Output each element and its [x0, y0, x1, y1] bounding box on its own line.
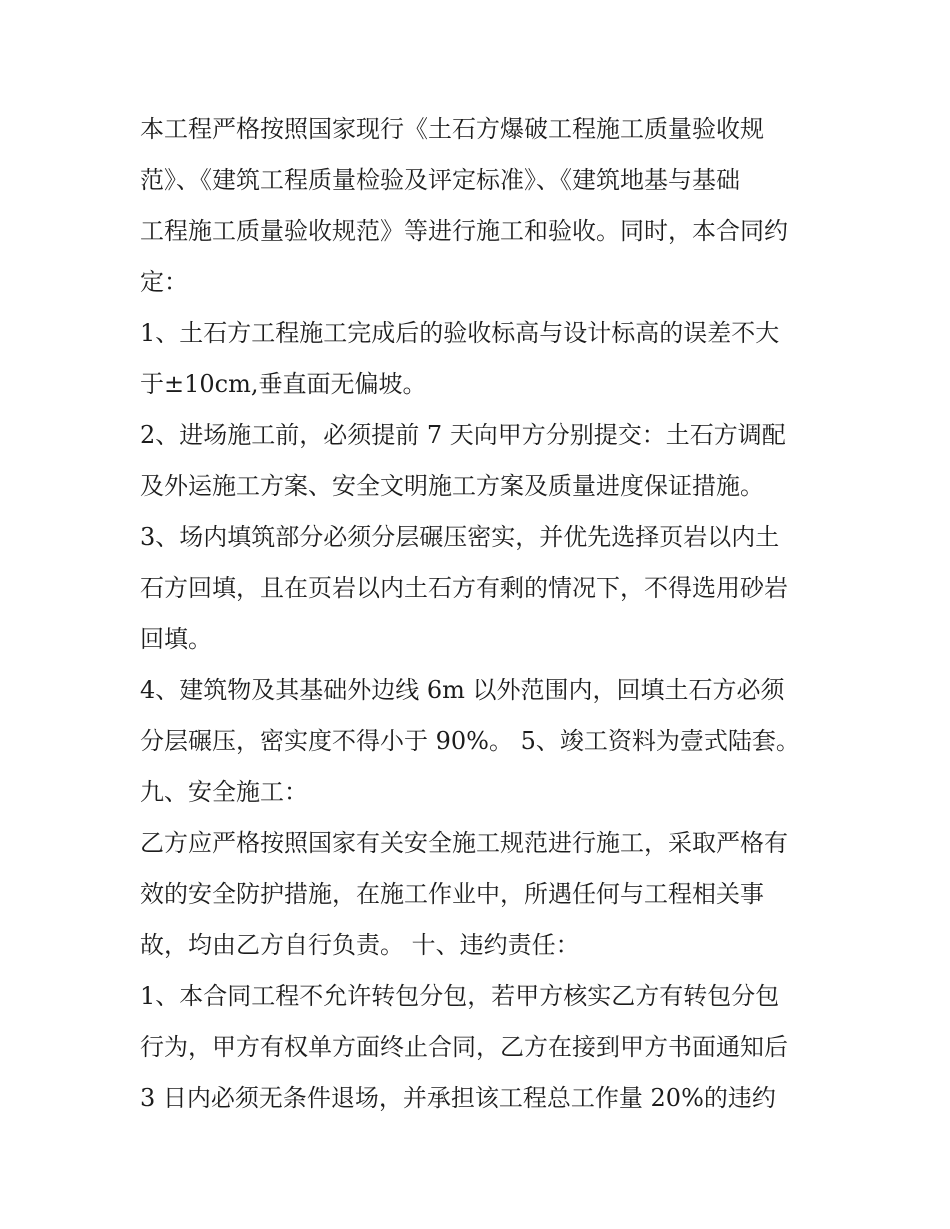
text-line: 范》、《建筑工程质量检验及评定标准》、《建筑地基与基础	[140, 166, 740, 194]
text-line: 行为，甲方有权单方面终止合同，乙方在接到甲方书面通知后	[140, 1033, 788, 1061]
text-line: 回填。	[140, 625, 212, 653]
section-heading: 九、安全施工：	[140, 778, 308, 806]
text-line: 3 日内必须无条件退场，并承担该工程总工作量 20%的违约	[140, 1084, 776, 1112]
text-line: 分层碾压，密实度不得小于 90%。 5、竣工资料为壹式陆套。	[140, 727, 800, 755]
text-line: 1、本合同工程不允许转包分包，若甲方核实乙方有转包分包	[140, 982, 780, 1010]
text-line: 于±10cm,垂直面无偏坡。	[140, 370, 427, 398]
text-line: 2、进场施工前，必须提前 7 天向甲方分别提交：土石方调配	[140, 421, 786, 449]
text-line: 3、场内填筑部分必须分层碾压密实，并优先选择页岩以内土	[140, 523, 780, 551]
text-line: 及外运施工方案、安全文明施工方案及质量进度保证措施。	[140, 472, 764, 500]
text-line: 本工程严格按照国家现行《土石方爆破工程施工质量验收规	[140, 115, 764, 143]
text-line: 1、土石方工程施工完成后的验收标高与设计标高的误差不大	[140, 319, 780, 347]
text-line: 定：	[140, 268, 188, 296]
text-line: 工程施工质量验收规范》等进行施工和验收。同时，本合同约	[140, 217, 788, 245]
document-body	[140, 104, 820, 1124]
text-line: 效的安全防护措施，在施工作业中，所遇任何与工程相关事	[140, 880, 764, 908]
text-line: 乙方应严格按照国家有关安全施工规范进行施工，采取严格有	[140, 829, 788, 857]
text-line: 故，均由乙方自行负责。 十、违约责任：	[140, 931, 580, 959]
text-line: 4、建筑物及其基础外边线 6m 以外范围内，回填土石方必须	[140, 676, 785, 704]
text-line: 石方回填，且在页岩以内土石方有剩的情况下，不得选用砂岩	[140, 574, 788, 602]
